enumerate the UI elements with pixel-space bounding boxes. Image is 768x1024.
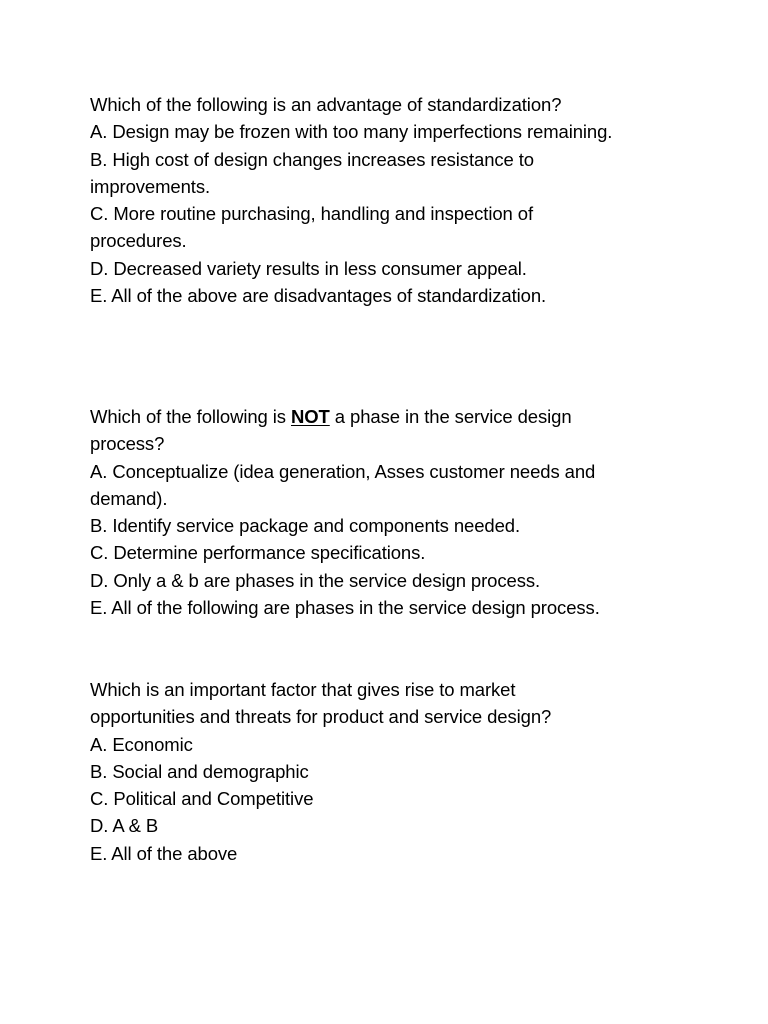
question-3-option-e: E. All of the above <box>90 842 238 864</box>
question-1-option-c: C. More routine purchasing, handling and inspection of procedures. <box>90 203 533 252</box>
question-1-option-e: E. All of the above are disadvantages of standardization. <box>90 285 547 307</box>
question-1-option-b: B. High cost of design changes increases resistance to improvements. <box>90 148 534 197</box>
question-3-stem: Which is an important factor that gives rise to market opportunities and threats for product and service design? <box>90 679 552 728</box>
question-1 <box>90 91 690 309</box>
question-1-option-d: D. Decreased variety results in less consumer appeal. <box>90 257 527 279</box>
question-2-stem <box>90 403 630 458</box>
question-3-option-c: C. Political and Competitive <box>90 788 314 810</box>
question-3-option-a: A. Economic <box>90 733 193 755</box>
question-1-stem: Which of the following is an advantage of standardization? <box>90 94 562 115</box>
question-2-option-c: C. Determine performance specifications. <box>90 542 426 564</box>
question-2-option-d: D. Only a & b are phases in the service design process. <box>90 569 541 591</box>
question-3-option-d: D. A & B <box>90 815 159 837</box>
question-2-stem-emphasis: NOT <box>291 406 330 427</box>
question-2-option-a: A. Conceptualize (idea generation, Asses customer needs and demand). <box>90 460 596 509</box>
question-3-option-b: B. Social and demographic <box>90 760 309 782</box>
question-2-stem-before: Which of the following is <box>90 406 291 427</box>
question-3 <box>90 676 690 867</box>
question-2-option-b: B. Identify service package and components needed. <box>90 515 521 537</box>
question-2 <box>90 403 690 621</box>
question-2-option-e: E. All of the following are phases in the service design process. <box>90 597 600 619</box>
question-1-option-a: A. Design may be frozen with too many imperfections remaining. <box>90 121 613 143</box>
question-2-stem-after: a phase in the service design process? <box>90 406 572 455</box>
